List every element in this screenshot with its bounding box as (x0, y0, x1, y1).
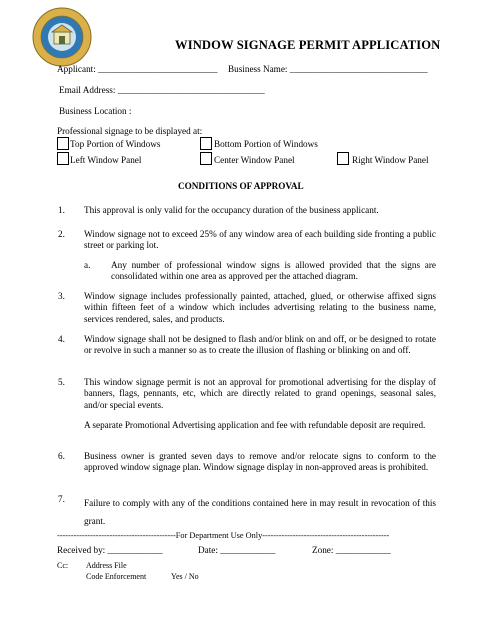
condition-text: Window signage not to exceed 25% of any window area of each building side fronting a public street or parking lot. (84, 229, 436, 251)
condition-text: Window signage includes professionally painted, attached, glued, or otherwise affixed signs within fifteen feet of a window which includes advertising relating to the business name, services rendered, sales, and products. (84, 291, 436, 324)
right-panel-checkbox[interactable] (337, 152, 349, 165)
condition-text: This window signage permit is not an approval for promotional advertising for the display of banners, flags, pennants, etc, which are directly related to grand openings, seasonal sales, and/or special events. (84, 377, 436, 410)
condition-text: This approval is only valid for the occupancy duration of the business applicant. (84, 205, 379, 215)
applicant-field[interactable]: Applicant: __________________________ (57, 64, 218, 74)
bottom-portion-label: Bottom Portion of Windows (214, 139, 318, 149)
department-divider: -------------------------------------------For Department Use Only---------------------------------------------- (57, 531, 390, 540)
condition-num: 6. (58, 451, 65, 461)
city-seal-icon (32, 7, 92, 67)
business-location-field[interactable]: Business Location : (59, 106, 132, 116)
top-portion-label: Top Portion of Windows (70, 139, 161, 149)
condition-num: 1. (58, 205, 65, 215)
condition-num: 4. (58, 334, 65, 344)
condition-text: Any number of professional window signs is allowed provided that the signs are consolidated within one area as approved per the attached diagram. (111, 260, 436, 282)
left-panel-label: Left Window Panel (70, 155, 142, 165)
cc-yes-no[interactable]: Yes / No (171, 572, 199, 581)
left-panel-checkbox[interactable] (57, 152, 69, 165)
condition-num: a. (84, 260, 91, 270)
bottom-portion-checkbox[interactable] (200, 137, 212, 150)
conditions-heading: CONDITIONS OF APPROVAL (178, 181, 304, 191)
condition-num: 7. (58, 494, 65, 504)
cc-address-file: Address File (86, 561, 127, 570)
top-portion-checkbox[interactable] (57, 137, 69, 150)
date-field[interactable]: Date: ____________ (198, 545, 276, 555)
form-title: WINDOW SIGNAGE PERMIT APPLICATION (175, 38, 441, 52)
cc-code-enforcement: Code Enforcement (86, 572, 147, 581)
condition-text: Business owner is granted seven days to remove and/or relocate signs to conform to the approved window signage plan. Window signage display in non-approved areas is prohibited. (84, 451, 436, 473)
center-panel-label: Center Window Panel (214, 155, 295, 165)
condition-text: Window signage shall not be designed to flash and/or blink on and off, or be designed to rotate or revolve in such a manner so as to create the illusion of flashing or blinking on and off. (84, 334, 436, 356)
right-panel-label: Right Window Panel (352, 155, 429, 165)
received-by-field[interactable]: Received by: ____________ (57, 545, 163, 555)
condition-num: 5. (58, 377, 65, 387)
center-panel-checkbox[interactable] (200, 152, 212, 165)
condition-text: A separate Promotional Advertising application and fee with refundable deposit are required. (84, 420, 426, 430)
condition-text: Failure to comply with any of the conditions contained here in may result in revocation of this grant. (84, 498, 436, 526)
cc-label: Cc: (57, 561, 69, 570)
signage-heading: Professional signage to be displayed at: (57, 126, 203, 136)
email-field[interactable]: Email Address: ________________________________ (59, 85, 265, 95)
zone-field[interactable]: Zone: ____________ (312, 545, 391, 555)
city-seal-logo (32, 7, 92, 67)
condition-num: 2. (58, 229, 65, 239)
condition-num: 3. (58, 291, 65, 301)
business-name-field[interactable]: Business Name: ______________________________ (228, 64, 428, 74)
